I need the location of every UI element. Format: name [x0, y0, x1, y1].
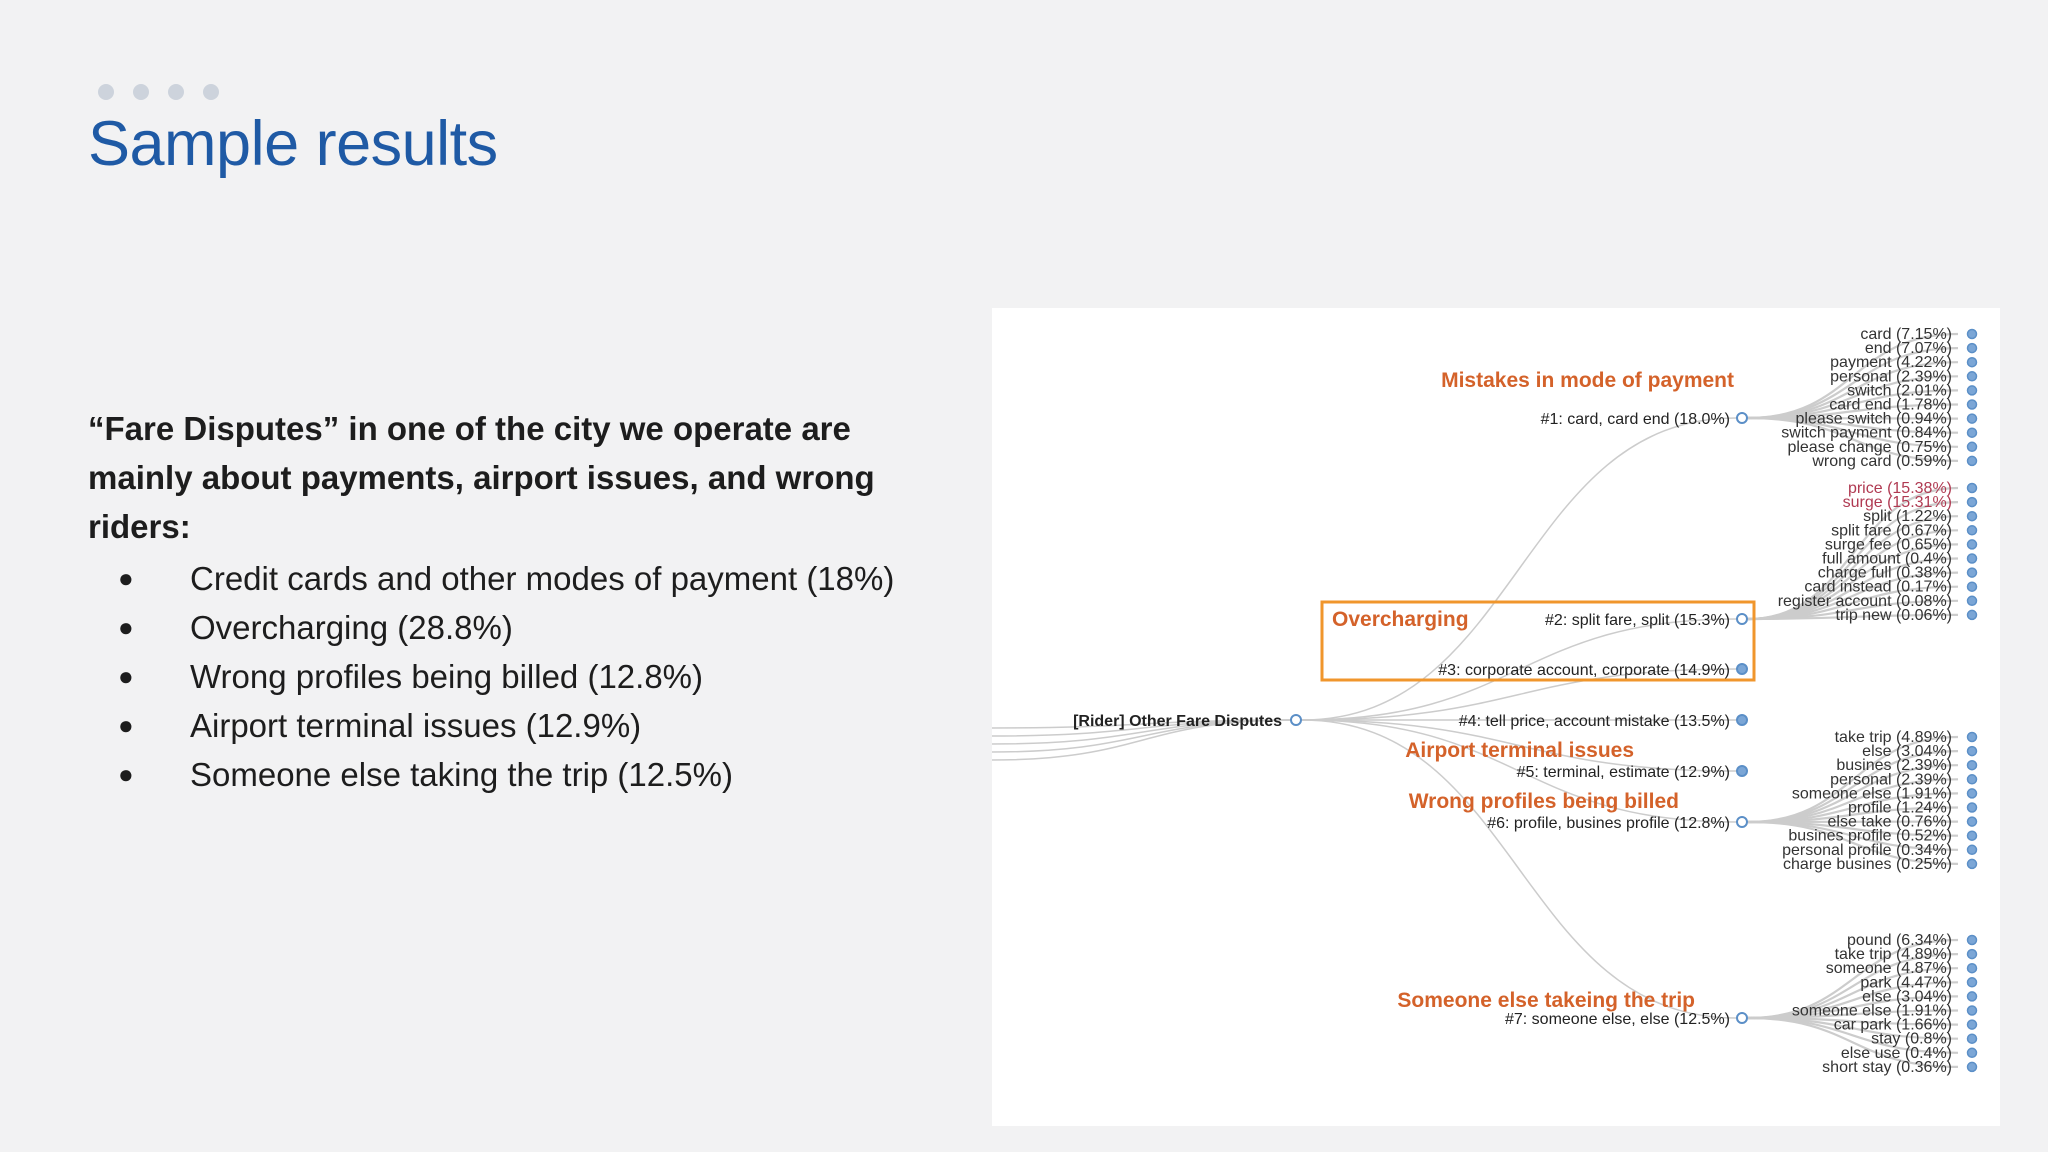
leaf-label: price (15.38%) — [1847, 480, 1952, 497]
topic-tree-panel — [992, 308, 2000, 1126]
leaf-label: charge busines (0.25%) — [1783, 855, 1952, 873]
leaf-node — [1968, 845, 1977, 854]
leaf-node — [1968, 512, 1977, 521]
bullet-list — [118, 554, 898, 799]
bullet-text: Someone else taking the trip (12.5%) — [190, 756, 733, 793]
bullet-mark: ● — [118, 563, 134, 593]
leaf-node — [1968, 582, 1977, 591]
leaf-label: stay (0.8%) — [1871, 1030, 1952, 1048]
topic-node — [1737, 715, 1747, 725]
leaf-label: please switch (0.94%) — [1795, 410, 1952, 428]
leaf-label: split (1.22%) — [1863, 508, 1952, 526]
bullet-text: Overcharging (28.8%) — [190, 609, 513, 646]
root-label: [Rider] Other Fare Disputes — [1073, 713, 1282, 730]
leaf-label: card (7.15%) — [1860, 326, 1952, 343]
leaf-node — [1968, 372, 1977, 381]
category-label: Someone else takeing the trip — [1397, 989, 1695, 1012]
category-label: Airport terminal issues — [1405, 739, 1634, 762]
leaf-node — [1968, 1020, 1977, 1029]
leaf-node — [1968, 1006, 1977, 1015]
bullet-text: Airport terminal issues (12.9%) — [190, 707, 642, 744]
bullet-text: Wrong profiles being billed (12.8%) — [190, 658, 703, 695]
dot — [133, 84, 149, 100]
topic-node — [1737, 766, 1747, 776]
topic-label: #4: tell price, account mistake (13.5%) — [1458, 713, 1730, 730]
leaf-label: park (4.47%) — [1860, 974, 1952, 992]
leaf-label: wrong card (0.59%) — [1812, 452, 1952, 470]
leaf-node — [1968, 456, 1977, 465]
leaf-label: surge fee (0.65%) — [1824, 536, 1952, 554]
leaf-node — [1968, 936, 1977, 945]
leaf-node — [1968, 803, 1977, 812]
slide-title: Sample results — [88, 109, 498, 179]
leaf-label: charge full (0.38%) — [1817, 564, 1952, 582]
topic-node — [1737, 817, 1747, 827]
leaf-node — [1968, 733, 1977, 742]
leaf-node — [1968, 428, 1977, 437]
root-node — [1291, 715, 1301, 725]
leaf-node — [1968, 1048, 1977, 1057]
leaf-node — [1968, 775, 1977, 784]
bullet-item — [118, 554, 898, 603]
leaf-label: take trip (4.89%) — [1834, 946, 1952, 964]
leaf-label: surge (15.31%) — [1842, 494, 1952, 512]
decorative-dots — [98, 84, 219, 100]
leaf-label: take trip (4.89%) — [1834, 729, 1952, 746]
leaf-node — [1968, 859, 1977, 868]
leaf-node — [1968, 1034, 1977, 1043]
leaf-label: card end (1.78%) — [1829, 396, 1952, 414]
leaf-label: someone else (1.91%) — [1791, 1002, 1952, 1020]
bullet-item — [118, 701, 898, 750]
bullet-item — [118, 652, 898, 701]
dot — [203, 84, 219, 100]
leaf-label: split fare (0.67%) — [1831, 522, 1952, 540]
leaf-node — [1968, 484, 1977, 493]
leaf-node — [1968, 992, 1977, 1001]
topic-node — [1737, 1013, 1747, 1023]
leaf-label: personal profile (0.34%) — [1782, 841, 1952, 859]
leaf-label: someone else (1.91%) — [1791, 785, 1952, 803]
leaf-node — [1968, 330, 1977, 339]
category-label: Mistakes in mode of payment — [1441, 369, 1734, 392]
topic-label: #6: profile, busines profile (12.8%) — [1487, 815, 1730, 832]
leaf-node — [1968, 442, 1977, 451]
leaf-node — [1968, 1062, 1977, 1071]
lead-paragraph: “Fare Disputes” in one of the city we operate are mainly about payments, airport issues, and wrong riders: — [88, 410, 875, 545]
leaf-node — [1968, 596, 1977, 605]
topic-tree-diagram — [992, 308, 2000, 1126]
leaf-label: someone (4.87%) — [1825, 960, 1952, 978]
leaf-label: busines (2.39%) — [1836, 757, 1952, 775]
topic-node — [1737, 413, 1747, 423]
dot — [98, 84, 114, 100]
leaf-label: full amount (0.4%) — [1822, 550, 1952, 568]
leaf-label: car park (1.66%) — [1833, 1016, 1952, 1034]
leaf-node — [1968, 568, 1977, 577]
leaf-node — [1968, 789, 1977, 798]
topic-label: #3: corporate account, corporate (14.9%) — [1438, 662, 1730, 679]
leaf-node — [1968, 414, 1977, 423]
bullet-mark: ● — [118, 661, 134, 691]
category-label: Overcharging — [1332, 608, 1469, 631]
leaf-node — [1968, 358, 1977, 367]
leaf-node — [1968, 610, 1977, 619]
leaf-label: personal (2.39%) — [1830, 368, 1952, 386]
leaf-label: end (7.07%) — [1864, 340, 1952, 358]
leaf-label: payment (4.22%) — [1830, 354, 1952, 372]
leaf-label: profile (1.24%) — [1847, 799, 1952, 817]
topic-node — [1737, 664, 1747, 674]
topic-node — [1737, 614, 1747, 624]
leaf-node — [1968, 964, 1977, 973]
leaf-label: card instead (0.17%) — [1804, 578, 1952, 596]
leaf-label: else (3.04%) — [1862, 743, 1952, 761]
topic-label: #7: someone else, else (12.5%) — [1504, 1011, 1730, 1028]
leaf-node — [1968, 400, 1977, 409]
leaf-label: else (3.04%) — [1862, 988, 1952, 1006]
topic-label: #2: split fare, split (15.3%) — [1545, 612, 1730, 629]
leaf-node — [1968, 761, 1977, 770]
leaf-node — [1968, 747, 1977, 756]
category-label: Wrong profiles being billed — [1408, 790, 1679, 813]
leaf-label: please change (0.75%) — [1787, 438, 1952, 456]
leaf-node — [1968, 831, 1977, 840]
leaf-label: short stay (0.36%) — [1822, 1058, 1952, 1076]
leaf-node — [1968, 554, 1977, 563]
bullet-mark: ● — [118, 612, 134, 642]
bullet-item — [118, 750, 898, 799]
leaf-node — [1968, 344, 1977, 353]
leaf-node — [1968, 498, 1977, 507]
topic-label: #1: card, card end (18.0%) — [1540, 411, 1730, 428]
leaf-nodes — [1778, 326, 1977, 1076]
leaf-label: personal (2.39%) — [1830, 771, 1952, 789]
leaf-label: else use (0.4%) — [1840, 1044, 1952, 1062]
bullet-mark: ● — [118, 759, 134, 789]
leaf-label: switch payment (0.84%) — [1781, 424, 1952, 442]
bullet-item — [118, 603, 898, 652]
leaf-label: trip new (0.06%) — [1835, 606, 1952, 624]
leaf-label: register account (0.08%) — [1777, 592, 1952, 610]
leaf-label: else take (0.76%) — [1827, 813, 1952, 831]
topic-label: #5: terminal, estimate (12.9%) — [1516, 764, 1730, 781]
leaf-label: switch (2.01%) — [1847, 382, 1952, 400]
leaf-node — [1968, 386, 1977, 395]
bullet-text: Credit cards and other modes of payment (18%) — [190, 560, 895, 597]
leaf-node — [1968, 540, 1977, 549]
leaf-label: busines profile (0.52%) — [1788, 827, 1952, 845]
leaf-node — [1968, 526, 1977, 535]
leaf-node — [1968, 978, 1977, 987]
dot — [168, 84, 184, 100]
leaf-node — [1968, 950, 1977, 959]
bullet-mark: ● — [118, 710, 134, 740]
leaf-label: pound (6.34%) — [1847, 932, 1952, 949]
leaf-node — [1968, 817, 1977, 826]
